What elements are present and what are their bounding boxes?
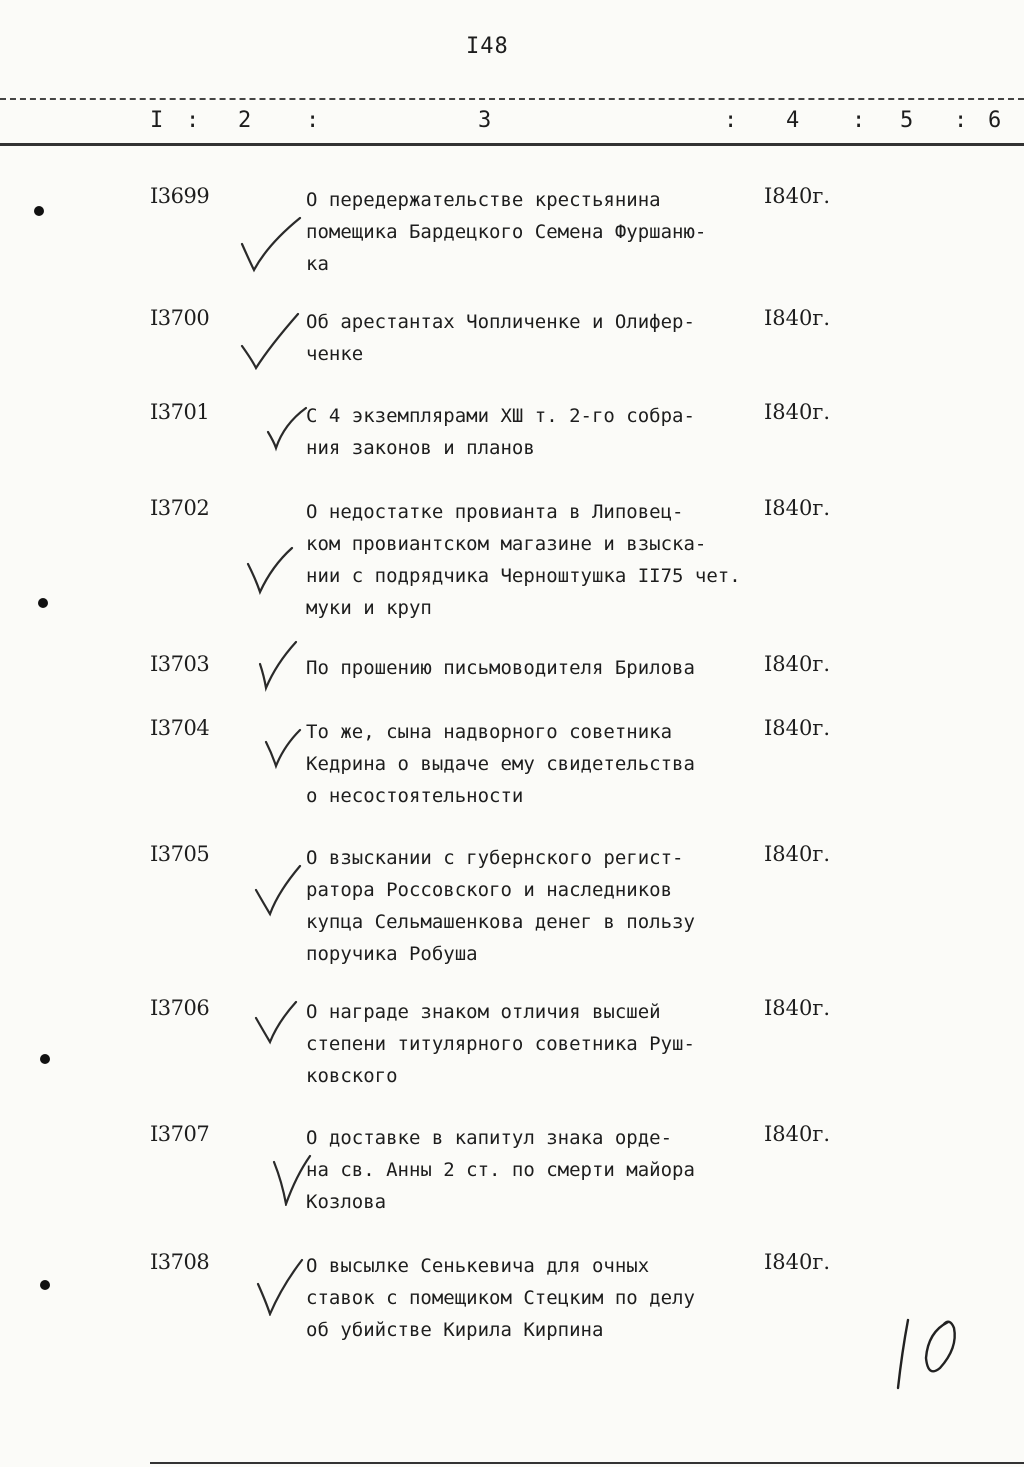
file-year: I840г. <box>764 1122 831 1146</box>
column-header-2: 2 <box>238 108 252 133</box>
page-number: I48 <box>466 34 509 59</box>
column-header-separator: : <box>724 108 738 133</box>
file-number: I3708 <box>150 1250 210 1274</box>
binder-hole-mark <box>38 598 48 608</box>
header-bottom-rule <box>0 143 1024 146</box>
file-year: I840г. <box>764 306 831 330</box>
header-top-rule <box>0 98 1024 100</box>
file-number: I3702 <box>150 496 210 520</box>
file-year: I840г. <box>764 716 831 740</box>
file-number: I3707 <box>150 1122 210 1146</box>
file-description: О награде знаком отличия высшей степени титулярного советника Руш- ковского <box>306 1001 695 1087</box>
file-year: I840г. <box>764 496 831 520</box>
checkmark-icon <box>256 1256 326 1316</box>
file-description: По прошению письмоводителя Брилова <box>306 657 695 679</box>
file-description: То же, сына надворного советника Кедрина о выдаче ему свидетельства о несостоятельности <box>306 721 695 807</box>
file-description: О доставке в капитул знака орде- на св. Анны 2 ст. по смерти майора Козлова <box>306 1127 695 1213</box>
column-header-separator: : <box>852 108 866 133</box>
checkmark-icon <box>256 640 326 700</box>
file-year: I840г. <box>764 400 831 424</box>
column-header-separator: : <box>186 108 200 133</box>
file-description: О передержательстве крестьянина помещика Бардецкого Семена Фуршаню- ка <box>306 189 707 275</box>
column-header-4: 4 <box>786 108 800 133</box>
file-description: Об арестантах Чопличенке и Олифер- ченке <box>306 311 695 365</box>
checkmark-icon <box>240 310 310 370</box>
footer-rule <box>150 1462 1024 1464</box>
column-header-separator: : <box>954 108 968 133</box>
binder-hole-mark <box>34 206 44 216</box>
file-year: I840г. <box>764 1250 831 1274</box>
checkmark-icon <box>264 726 334 786</box>
checkmark-icon <box>272 1146 342 1206</box>
file-description: О высылке Сенькевича для очных ставок с помещиком Стецким по делу об убийстве Кирила Кирпина <box>306 1255 695 1341</box>
file-number: I3705 <box>150 842 210 866</box>
file-number: I3699 <box>150 184 210 208</box>
binder-hole-mark <box>40 1054 50 1064</box>
column-header-5: 5 <box>900 108 914 133</box>
file-number: I3700 <box>150 306 210 330</box>
handwritten-page-number <box>888 1312 978 1392</box>
column-header-separator: : <box>306 108 320 133</box>
file-year: I840г. <box>764 184 831 208</box>
checkmark-icon <box>266 404 336 464</box>
file-number: I3704 <box>150 716 210 740</box>
column-header-3: 3 <box>478 108 492 133</box>
file-description: О недостатке провианта в Липовец- ком провиантском магазине и взыска- нии с подрядчика Черноштушка II75 чет. муки и круп <box>306 501 741 619</box>
file-number: I3701 <box>150 400 210 424</box>
column-header-6: 6 <box>988 108 1002 133</box>
column-header-1: I <box>150 108 164 133</box>
file-year: I840г. <box>764 842 831 866</box>
binder-hole-mark <box>40 1280 50 1290</box>
file-year: I840г. <box>764 652 831 676</box>
checkmark-icon <box>254 864 324 924</box>
file-number: I3706 <box>150 996 210 1020</box>
checkmark-icon <box>254 1000 324 1060</box>
file-year: I840г. <box>764 996 831 1020</box>
file-description: С 4 экземплярами ХШ т. 2-го собра- ния законов и планов <box>306 405 695 459</box>
file-description: О взыскании с губернского регист- ратора Россовского и наследников купца Сельмашенкова денег в пользу поручика Робуша <box>306 847 695 965</box>
checkmark-icon <box>240 214 310 274</box>
file-number: I3703 <box>150 652 210 676</box>
checkmark-icon <box>244 546 314 606</box>
